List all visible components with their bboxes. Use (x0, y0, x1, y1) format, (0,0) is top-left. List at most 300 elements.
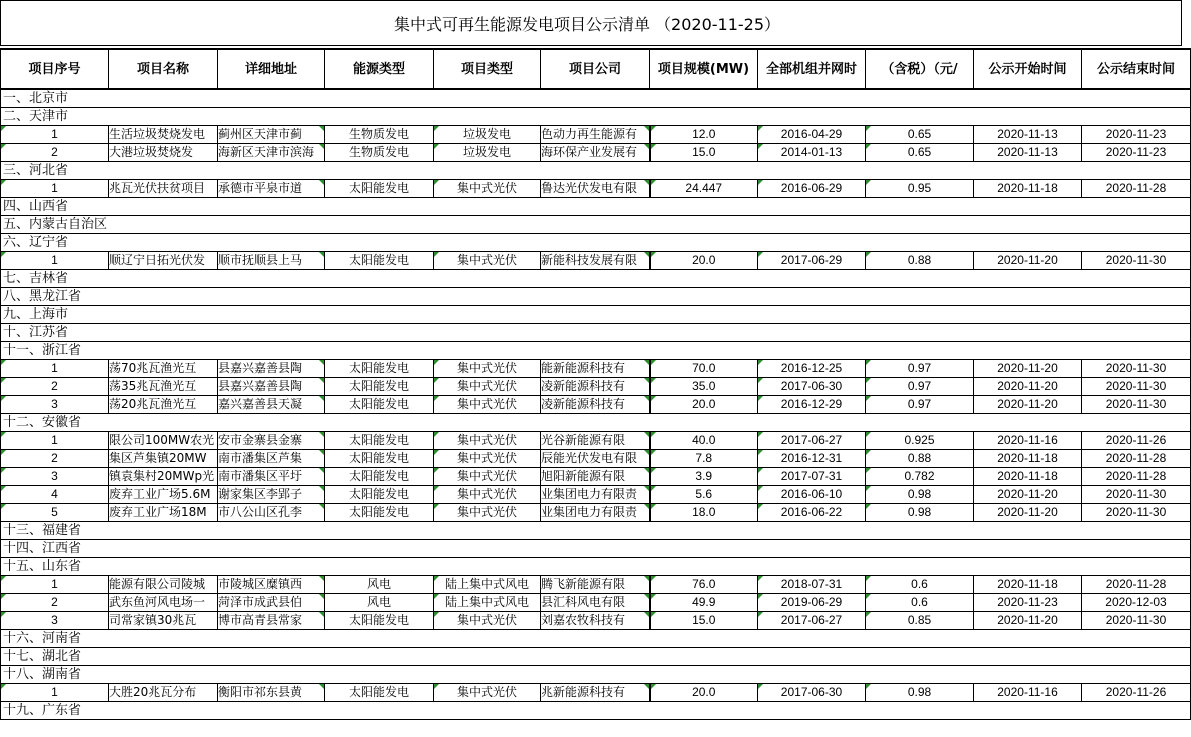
empty-cell[interactable] (218, 288, 325, 306)
empty-cell[interactable] (541, 198, 650, 216)
empty-cell[interactable] (650, 270, 758, 288)
empty-cell[interactable] (1082, 270, 1191, 288)
cell-start-date[interactable]: 2020-11-16 (974, 684, 1082, 702)
cell-seq[interactable]: 1 (1, 684, 109, 702)
empty-cell[interactable] (1082, 702, 1191, 720)
empty-cell[interactable] (325, 540, 434, 558)
empty-cell[interactable] (758, 108, 866, 126)
empty-cell[interactable] (434, 162, 541, 180)
cell-price[interactable]: 0.98 (866, 504, 974, 522)
empty-cell[interactable] (434, 702, 541, 720)
empty-cell[interactable] (758, 558, 866, 576)
cell-project-name[interactable]: 司常家镇30兆瓦 (109, 612, 218, 630)
cell-energy-type[interactable]: 太阳能发电 (325, 504, 434, 522)
empty-cell[interactable] (974, 162, 1082, 180)
cell-company[interactable]: 业集团电力有限责 (541, 504, 650, 522)
empty-cell[interactable] (434, 198, 541, 216)
empty-cell[interactable] (650, 288, 758, 306)
cell-project-type[interactable]: 集中式光伏 (434, 450, 541, 468)
empty-cell[interactable] (434, 108, 541, 126)
empty-cell[interactable] (1082, 630, 1191, 648)
empty-cell[interactable] (325, 234, 434, 252)
empty-cell[interactable] (218, 306, 325, 324)
empty-cell[interactable] (541, 666, 650, 684)
empty-cell[interactable] (758, 270, 866, 288)
empty-cell[interactable] (974, 324, 1082, 342)
cell-grid-time[interactable]: 2019-06-29 (758, 594, 866, 612)
cell-address[interactable]: 蓟州区天津市蓟 (218, 126, 325, 144)
empty-cell[interactable] (218, 558, 325, 576)
section-label-cell[interactable]: 二、天津市 (1, 108, 218, 126)
empty-cell[interactable] (650, 342, 758, 360)
section-label-cell[interactable]: 十一、浙江省 (1, 342, 218, 360)
empty-cell[interactable] (650, 306, 758, 324)
empty-cell[interactable] (218, 108, 325, 126)
empty-cell[interactable] (1082, 414, 1191, 432)
cell-capacity[interactable]: 40.0 (650, 432, 758, 450)
empty-cell[interactable] (541, 216, 650, 234)
cell-capacity[interactable]: 15.0 (650, 612, 758, 630)
cell-project-name[interactable]: 大港垃圾焚烧发 (109, 144, 218, 162)
cell-start-date[interactable]: 2020-11-20 (974, 504, 1082, 522)
cell-address[interactable]: 顺市抚顺县上马 (218, 252, 325, 270)
empty-cell[interactable] (1082, 558, 1191, 576)
cell-grid-time[interactable]: 2016-06-10 (758, 486, 866, 504)
header-end[interactable]: 公示结束时间 (1082, 49, 1191, 89)
empty-cell[interactable] (434, 630, 541, 648)
cell-price[interactable]: 0.6 (866, 576, 974, 594)
empty-cell[interactable] (650, 162, 758, 180)
empty-cell[interactable] (974, 216, 1082, 234)
cell-start-date[interactable]: 2020-11-13 (974, 144, 1082, 162)
header-name[interactable]: 项目名称 (109, 49, 218, 89)
empty-cell[interactable] (434, 522, 541, 540)
empty-cell[interactable] (1082, 288, 1191, 306)
cell-seq[interactable]: 1 (1, 576, 109, 594)
cell-end-date[interactable]: 2020-11-26 (1082, 432, 1191, 450)
cell-project-type[interactable]: 集中式光伏 (434, 504, 541, 522)
empty-cell[interactable] (434, 324, 541, 342)
empty-cell[interactable] (325, 216, 434, 234)
cell-address[interactable]: 衡阳市祁东县黄 (218, 684, 325, 702)
empty-cell[interactable] (218, 89, 325, 108)
empty-cell[interactable] (1082, 108, 1191, 126)
empty-cell[interactable] (541, 702, 650, 720)
cell-company[interactable]: 色动力再生能源有 (541, 126, 650, 144)
cell-project-type[interactable]: 集中式光伏 (434, 684, 541, 702)
cell-price[interactable]: 0.88 (866, 252, 974, 270)
empty-cell[interactable] (758, 666, 866, 684)
empty-cell[interactable] (1082, 324, 1191, 342)
cell-company[interactable]: 刘嘉农牧科技有 (541, 612, 650, 630)
header-price[interactable]: （含税）（元/ (866, 49, 974, 89)
section-label-cell[interactable]: 十、江苏省 (1, 324, 218, 342)
empty-cell[interactable] (758, 702, 866, 720)
empty-cell[interactable] (866, 522, 974, 540)
empty-cell[interactable] (866, 89, 974, 108)
empty-cell[interactable] (325, 108, 434, 126)
cell-seq[interactable]: 2 (1, 144, 109, 162)
empty-cell[interactable] (758, 306, 866, 324)
cell-capacity[interactable]: 20.0 (650, 684, 758, 702)
empty-cell[interactable] (325, 342, 434, 360)
empty-cell[interactable] (758, 630, 866, 648)
cell-grid-time[interactable]: 2017-06-27 (758, 612, 866, 630)
empty-cell[interactable] (866, 306, 974, 324)
cell-price[interactable]: 0.782 (866, 468, 974, 486)
cell-capacity[interactable]: 49.9 (650, 594, 758, 612)
empty-cell[interactable] (974, 702, 1082, 720)
empty-cell[interactable] (650, 414, 758, 432)
empty-cell[interactable] (866, 270, 974, 288)
cell-seq[interactable]: 2 (1, 450, 109, 468)
empty-cell[interactable] (866, 702, 974, 720)
cell-grid-time[interactable]: 2016-12-29 (758, 396, 866, 414)
cell-grid-time[interactable]: 2016-04-29 (758, 126, 866, 144)
cell-price[interactable]: 0.97 (866, 360, 974, 378)
empty-cell[interactable] (218, 666, 325, 684)
empty-cell[interactable] (325, 702, 434, 720)
empty-cell[interactable] (866, 414, 974, 432)
cell-price[interactable]: 0.97 (866, 396, 974, 414)
empty-cell[interactable] (974, 648, 1082, 666)
cell-start-date[interactable]: 2020-11-18 (974, 576, 1082, 594)
cell-address[interactable]: 县嘉兴嘉善县陶 (218, 360, 325, 378)
cell-capacity[interactable]: 3.9 (650, 468, 758, 486)
empty-cell[interactable] (1082, 216, 1191, 234)
header-start[interactable]: 公示开始时间 (974, 49, 1082, 89)
cell-end-date[interactable]: 2020-11-30 (1082, 486, 1191, 504)
cell-energy-type[interactable]: 太阳能发电 (325, 450, 434, 468)
cell-project-name[interactable]: 生活垃圾焚烧发电 (109, 126, 218, 144)
empty-cell[interactable] (541, 234, 650, 252)
cell-seq[interactable]: 1 (1, 180, 109, 198)
cell-start-date[interactable]: 2020-11-23 (974, 594, 1082, 612)
empty-cell[interactable] (1082, 89, 1191, 108)
cell-capacity[interactable]: 76.0 (650, 576, 758, 594)
empty-cell[interactable] (325, 288, 434, 306)
cell-capacity[interactable]: 7.8 (650, 450, 758, 468)
cell-end-date[interactable]: 2020-11-26 (1082, 684, 1191, 702)
empty-cell[interactable] (218, 630, 325, 648)
empty-cell[interactable] (758, 648, 866, 666)
empty-cell[interactable] (325, 666, 434, 684)
cell-grid-time[interactable]: 2017-06-27 (758, 432, 866, 450)
empty-cell[interactable] (650, 648, 758, 666)
cell-end-date[interactable]: 2020-11-28 (1082, 468, 1191, 486)
empty-cell[interactable] (866, 108, 974, 126)
section-label-cell[interactable]: 一、北京市 (1, 89, 218, 108)
cell-start-date[interactable]: 2020-11-20 (974, 612, 1082, 630)
empty-cell[interactable] (650, 540, 758, 558)
cell-address[interactable]: 博市高青县常家 (218, 612, 325, 630)
cell-project-type[interactable]: 集中式光伏 (434, 486, 541, 504)
cell-price[interactable]: 0.925 (866, 432, 974, 450)
empty-cell[interactable] (974, 306, 1082, 324)
header-company[interactable]: 项目公司 (541, 49, 650, 89)
empty-cell[interactable] (866, 162, 974, 180)
cell-energy-type[interactable]: 太阳能发电 (325, 486, 434, 504)
cell-start-date[interactable]: 2020-11-18 (974, 468, 1082, 486)
header-capacity[interactable]: 项目规模(MW) (650, 49, 758, 89)
cell-project-name[interactable]: 荡35兆瓦渔光互 (109, 378, 218, 396)
cell-energy-type[interactable]: 太阳能发电 (325, 378, 434, 396)
cell-project-name[interactable]: 镇袁集村20MWp光 (109, 468, 218, 486)
section-label-cell[interactable]: 十二、安徽省 (1, 414, 218, 432)
empty-cell[interactable] (974, 89, 1082, 108)
empty-cell[interactable] (758, 342, 866, 360)
cell-start-date[interactable]: 2020-11-18 (974, 450, 1082, 468)
section-label-cell[interactable]: 三、河北省 (1, 162, 218, 180)
cell-address[interactable]: 承德市平泉市道 (218, 180, 325, 198)
cell-project-type[interactable]: 集中式光伏 (434, 468, 541, 486)
cell-price[interactable]: 0.97 (866, 378, 974, 396)
empty-cell[interactable] (650, 324, 758, 342)
empty-cell[interactable] (758, 414, 866, 432)
empty-cell[interactable] (650, 89, 758, 108)
cell-project-type[interactable]: 陆上集中式风电 (434, 594, 541, 612)
empty-cell[interactable] (1082, 522, 1191, 540)
empty-cell[interactable] (650, 702, 758, 720)
cell-company[interactable]: 腾飞新能源有限 (541, 576, 650, 594)
cell-project-type[interactable]: 集中式光伏 (434, 396, 541, 414)
cell-company[interactable]: 光谷新能源有限 (541, 432, 650, 450)
cell-energy-type[interactable]: 太阳能发电 (325, 684, 434, 702)
cell-start-date[interactable]: 2020-11-18 (974, 180, 1082, 198)
cell-price[interactable]: 0.88 (866, 450, 974, 468)
section-label-cell[interactable]: 七、吉林省 (1, 270, 218, 288)
empty-cell[interactable] (218, 198, 325, 216)
cell-company[interactable]: 县汇科风电有限 (541, 594, 650, 612)
empty-cell[interactable] (866, 666, 974, 684)
empty-cell[interactable] (974, 270, 1082, 288)
cell-project-type[interactable]: 陆上集中式风电 (434, 576, 541, 594)
section-label-cell[interactable]: 四、山西省 (1, 198, 218, 216)
cell-address[interactable]: 南市潘集区芦集 (218, 450, 325, 468)
cell-project-name[interactable]: 荡70兆瓦渔光互 (109, 360, 218, 378)
empty-cell[interactable] (758, 288, 866, 306)
cell-grid-time[interactable]: 2018-07-31 (758, 576, 866, 594)
cell-capacity[interactable]: 18.0 (650, 504, 758, 522)
cell-project-name[interactable]: 能源有限公司陵城 (109, 576, 218, 594)
cell-address[interactable]: 南市潘集区平圩 (218, 468, 325, 486)
empty-cell[interactable] (866, 342, 974, 360)
empty-cell[interactable] (218, 270, 325, 288)
cell-seq[interactable]: 5 (1, 504, 109, 522)
section-label-cell[interactable]: 十九、广东省 (1, 702, 218, 720)
empty-cell[interactable] (218, 162, 325, 180)
section-label-cell[interactable]: 八、黑龙江省 (1, 288, 218, 306)
empty-cell[interactable] (218, 342, 325, 360)
empty-cell[interactable] (650, 666, 758, 684)
empty-cell[interactable] (541, 306, 650, 324)
cell-grid-time[interactable]: 2016-06-29 (758, 180, 866, 198)
empty-cell[interactable] (218, 702, 325, 720)
cell-grid-time[interactable]: 2016-12-25 (758, 360, 866, 378)
cell-project-type[interactable]: 集中式光伏 (434, 432, 541, 450)
cell-end-date[interactable]: 2020-11-30 (1082, 612, 1191, 630)
cell-price[interactable]: 0.95 (866, 180, 974, 198)
empty-cell[interactable] (434, 648, 541, 666)
empty-cell[interactable] (758, 198, 866, 216)
cell-start-date[interactable]: 2020-11-20 (974, 378, 1082, 396)
cell-end-date[interactable]: 2020-11-28 (1082, 180, 1191, 198)
cell-project-type[interactable]: 集中式光伏 (434, 180, 541, 198)
empty-cell[interactable] (434, 540, 541, 558)
cell-energy-type[interactable]: 生物质发电 (325, 144, 434, 162)
empty-cell[interactable] (650, 108, 758, 126)
cell-project-type[interactable]: 集中式光伏 (434, 360, 541, 378)
empty-cell[interactable] (650, 198, 758, 216)
empty-cell[interactable] (1082, 540, 1191, 558)
cell-company[interactable]: 旭阳新能源有限 (541, 468, 650, 486)
section-label-cell[interactable]: 六、辽宁省 (1, 234, 218, 252)
empty-cell[interactable] (434, 89, 541, 108)
cell-company[interactable]: 辰能光伏发电有限 (541, 450, 650, 468)
cell-capacity[interactable]: 24.447 (650, 180, 758, 198)
cell-grid-time[interactable]: 2014-01-13 (758, 144, 866, 162)
cell-address[interactable]: 嘉兴嘉善县天凝 (218, 396, 325, 414)
section-label-cell[interactable]: 十四、江西省 (1, 540, 218, 558)
cell-energy-type[interactable]: 风电 (325, 576, 434, 594)
cell-end-date[interactable]: 2020-11-30 (1082, 252, 1191, 270)
cell-energy-type[interactable]: 太阳能发电 (325, 612, 434, 630)
cell-capacity[interactable]: 20.0 (650, 396, 758, 414)
empty-cell[interactable] (974, 666, 1082, 684)
empty-cell[interactable] (218, 324, 325, 342)
cell-project-type[interactable]: 集中式光伏 (434, 252, 541, 270)
empty-cell[interactable] (974, 108, 1082, 126)
empty-cell[interactable] (541, 648, 650, 666)
cell-price[interactable]: 0.98 (866, 684, 974, 702)
cell-address[interactable]: 市陵城区糜镇西 (218, 576, 325, 594)
cell-address[interactable]: 县嘉兴嘉善县陶 (218, 378, 325, 396)
cell-end-date[interactable]: 2020-11-23 (1082, 126, 1191, 144)
empty-cell[interactable] (218, 216, 325, 234)
empty-cell[interactable] (325, 630, 434, 648)
empty-cell[interactable] (325, 306, 434, 324)
cell-company[interactable]: 鲁达光伏发电有限 (541, 180, 650, 198)
empty-cell[interactable] (218, 414, 325, 432)
empty-cell[interactable] (325, 198, 434, 216)
empty-cell[interactable] (434, 342, 541, 360)
empty-cell[interactable] (325, 558, 434, 576)
cell-project-type[interactable]: 集中式光伏 (434, 378, 541, 396)
section-label-cell[interactable]: 十三、福建省 (1, 522, 218, 540)
cell-end-date[interactable]: 2020-11-30 (1082, 360, 1191, 378)
header-project-type[interactable]: 项目类型 (434, 49, 541, 89)
cell-grid-time[interactable]: 2016-06-22 (758, 504, 866, 522)
sheet-title-cell[interactable] (0, 0, 1182, 46)
empty-cell[interactable] (434, 306, 541, 324)
cell-start-date[interactable]: 2020-11-20 (974, 396, 1082, 414)
cell-energy-type[interactable]: 太阳能发电 (325, 396, 434, 414)
empty-cell[interactable] (218, 234, 325, 252)
cell-end-date[interactable]: 2020-11-28 (1082, 450, 1191, 468)
empty-cell[interactable] (1082, 162, 1191, 180)
empty-cell[interactable] (974, 558, 1082, 576)
cell-start-date[interactable]: 2020-11-20 (974, 486, 1082, 504)
empty-cell[interactable] (866, 630, 974, 648)
section-label-cell[interactable]: 十七、湖北省 (1, 648, 218, 666)
cell-project-name[interactable]: 废弃工业广场18M (109, 504, 218, 522)
cell-price[interactable]: 0.98 (866, 486, 974, 504)
empty-cell[interactable] (541, 270, 650, 288)
cell-company[interactable]: 海环保产业发展有 (541, 144, 650, 162)
cell-company[interactable]: 新能科技发展有限 (541, 252, 650, 270)
cell-address[interactable]: 菏泽市成武县伯 (218, 594, 325, 612)
cell-project-name[interactable]: 废弃工业广场5.6M (109, 486, 218, 504)
empty-cell[interactable] (1082, 666, 1191, 684)
cell-grid-time[interactable]: 2016-12-31 (758, 450, 866, 468)
header-address[interactable]: 详细地址 (218, 49, 325, 89)
cell-energy-type[interactable]: 风电 (325, 594, 434, 612)
empty-cell[interactable] (218, 540, 325, 558)
cell-energy-type[interactable]: 太阳能发电 (325, 468, 434, 486)
empty-cell[interactable] (325, 522, 434, 540)
empty-cell[interactable] (1082, 342, 1191, 360)
cell-start-date[interactable]: 2020-11-20 (974, 360, 1082, 378)
empty-cell[interactable] (434, 234, 541, 252)
empty-cell[interactable] (1082, 234, 1191, 252)
cell-project-name[interactable]: 荡20兆瓦渔光互 (109, 396, 218, 414)
empty-cell[interactable] (325, 162, 434, 180)
empty-cell[interactable] (541, 630, 650, 648)
cell-project-name[interactable]: 集区芦集镇20MW (109, 450, 218, 468)
empty-cell[interactable] (434, 666, 541, 684)
cell-energy-type[interactable]: 生物质发电 (325, 126, 434, 144)
cell-project-name[interactable]: 大胜20兆瓦分布 (109, 684, 218, 702)
cell-grid-time[interactable]: 2017-06-30 (758, 684, 866, 702)
empty-cell[interactable] (866, 540, 974, 558)
section-label-cell[interactable]: 五、内蒙古自治区 (1, 216, 218, 234)
empty-cell[interactable] (758, 162, 866, 180)
empty-cell[interactable] (974, 522, 1082, 540)
empty-cell[interactable] (866, 648, 974, 666)
cell-project-name[interactable]: 限公司100MW农光 (109, 432, 218, 450)
cell-company[interactable]: 兆新能源科技有 (541, 684, 650, 702)
empty-cell[interactable] (758, 89, 866, 108)
cell-energy-type[interactable]: 太阳能发电 (325, 360, 434, 378)
empty-cell[interactable] (434, 270, 541, 288)
cell-project-type[interactable]: 垃圾发电 (434, 126, 541, 144)
empty-cell[interactable] (1082, 306, 1191, 324)
empty-cell[interactable] (974, 198, 1082, 216)
empty-cell[interactable] (650, 522, 758, 540)
cell-price[interactable]: 0.65 (866, 126, 974, 144)
empty-cell[interactable] (866, 324, 974, 342)
empty-cell[interactable] (974, 234, 1082, 252)
cell-start-date[interactable]: 2020-11-16 (974, 432, 1082, 450)
empty-cell[interactable] (218, 522, 325, 540)
empty-cell[interactable] (650, 558, 758, 576)
cell-seq[interactable]: 2 (1, 378, 109, 396)
empty-cell[interactable] (325, 324, 434, 342)
empty-cell[interactable] (218, 648, 325, 666)
cell-end-date[interactable]: 2020-11-23 (1082, 144, 1191, 162)
empty-cell[interactable] (650, 630, 758, 648)
cell-start-date[interactable]: 2020-11-20 (974, 252, 1082, 270)
section-label-cell[interactable]: 十六、河南省 (1, 630, 218, 648)
cell-project-name[interactable]: 兆瓦光伏扶贫项目 (109, 180, 218, 198)
empty-cell[interactable] (974, 342, 1082, 360)
empty-cell[interactable] (325, 89, 434, 108)
empty-cell[interactable] (541, 342, 650, 360)
cell-capacity[interactable]: 12.0 (650, 126, 758, 144)
cell-energy-type[interactable]: 太阳能发电 (325, 252, 434, 270)
empty-cell[interactable] (434, 558, 541, 576)
empty-cell[interactable] (974, 630, 1082, 648)
